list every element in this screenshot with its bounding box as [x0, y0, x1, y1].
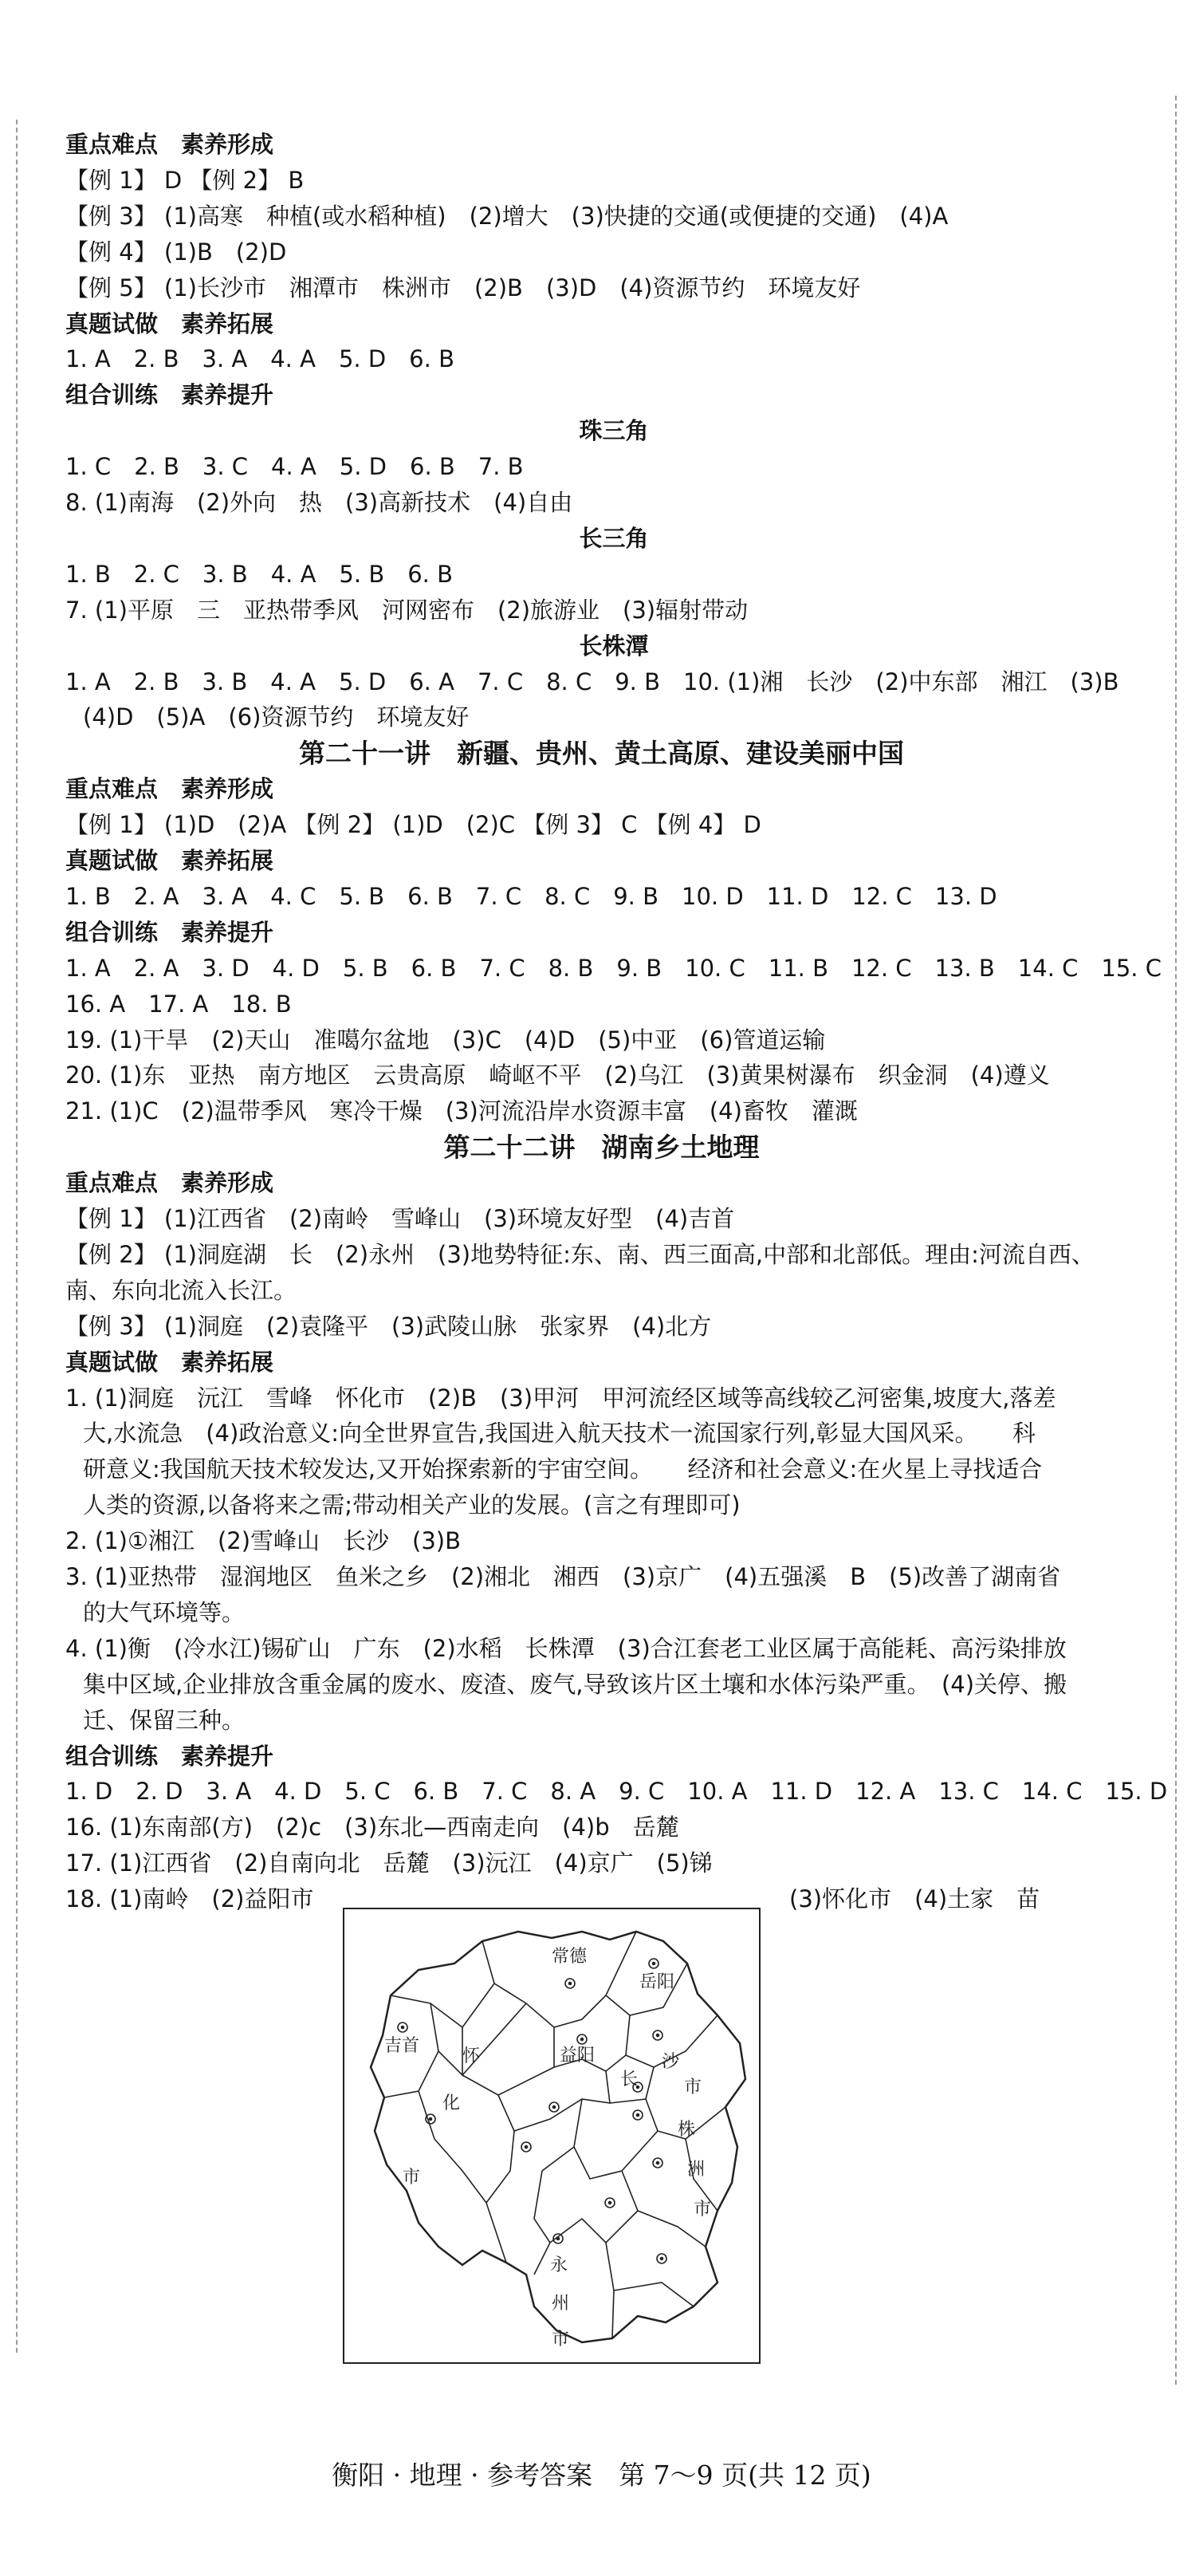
answer-line: 1. D 2. D 3. A 4. D 5. C 6. B 7. C 8. A 9. C 10. A 11. D 12. A 13. C 14. C 15. D [65, 1778, 1168, 1805]
answer-line: 迁、保留三种。 [83, 1707, 246, 1734]
answer-line: 16. A 17. A 18. B [65, 991, 292, 1018]
map-label-huai: 怀 [462, 2046, 481, 2066]
answer-line: 16. (1)东南部(方) (2)c (3)东北—西南走向 (4)b 岳麓 [65, 1814, 679, 1841]
answer-line: 集中区域,企业排放含重金属的废水、废渣、废气,导致该片区土壤和水体污染严重。 (4)关停、搬 [83, 1671, 1067, 1698]
answer-line: 研意义:我国航天技术较发达,又开始探索新的宇宙空间。 经济和社会意义:在火星上寻找适合 [83, 1455, 1043, 1483]
answer-line: 【例 3】 (1)洞庭 (2)袁隆平 (3)武陵山脉 张家界 (4)北方 [65, 1313, 712, 1340]
section-heading: 真题试做 素养拓展 [65, 847, 274, 874]
map-label-shi-huaihua: 市 [403, 2168, 421, 2188]
answer-line: 1. B 2. C 3. B 4. A 5. B 6. B [65, 561, 453, 588]
map-label-yueyang: 岳阳 [639, 1972, 675, 1992]
q18-right-answers: (3)怀化市 (4)土家 苗 [789, 1885, 1040, 1912]
answer-line: 【例 1】 (1)江西省 (2)南岭 雪峰山 (3)环境友好型 (4)吉首 [65, 1205, 735, 1232]
section-heading: 组合训练 素养提升 [65, 1743, 274, 1770]
section-heading: 组合训练 素养提升 [65, 919, 274, 946]
answer-line: 1. A 2. A 3. D 4. D 5. B 6. B 7. C 8. B 9. B 10. C 11. B 12. C 13. B 14. C 15. C [65, 955, 1162, 982]
map-label-sha: 沙 [662, 2052, 680, 2072]
answer-line: 1. B 2. A 3. A 4. C 5. B 6. B 7. C 8. C 9. B 10. D 11. D 12. C 13. D [65, 883, 997, 910]
answer-line: 4. (1)衡 (冷水江)锡矿山 广东 (2)水稻 长株潭 (3)合江套老工业区属于高能耗、高污染排放 [65, 1635, 1067, 1662]
section-heading: 组合训练 素养提升 [65, 381, 274, 408]
answer-line: 7. (1)平原 三 亚热带季风 河网密布 (2)旅游业 (3)辐射带动 [65, 597, 749, 624]
map-label-changde: 常德 [552, 1947, 588, 1967]
answer-line: 2. (1)①湘江 (2)雪峰山 长沙 (3)B [65, 1527, 462, 1554]
section-subtitle: 长株潭 [579, 632, 649, 660]
answer-line: 8. (1)南海 (2)外向 热 (3)高新技术 (4)自由 [65, 489, 573, 516]
map-label-zhou: 洲 [687, 2160, 706, 2180]
map-label-shi-yongzhou: 市 [552, 2330, 570, 2350]
answer-line: 18. (1)南岭 (2)益阳市 [65, 1885, 314, 1912]
answer-line: 【例 5】 (1)长沙市 湘潭市 株洲市 (2)B (3)D (4)资源节约 环境友好 [65, 274, 861, 301]
answer-line: 【例 1】 D 【例 2】 B [65, 167, 305, 194]
page-footer: 衡阳 · 地理 · 参考答案 第 7～9 页(共 12 页) [332, 2460, 871, 2491]
map-label-shi-changsha: 市 [684, 2078, 702, 2097]
answer-line: 3. (1)亚热带 湿润地区 鱼米之乡 (2)湘北 湘西 (3)京广 (4)五强溪 B (5)改善了湖南省 [65, 1563, 1061, 1590]
map-label-zhu: 株 [678, 2120, 696, 2140]
hunan-map [343, 1908, 761, 2364]
map-label-yong: 永 [550, 2255, 568, 2275]
section-heading: 真题试做 素养拓展 [65, 310, 274, 337]
map-label-shi-zhuzhou: 市 [694, 2200, 712, 2220]
answer-line: 17. (1)江西省 (2)自南向北 岳麓 (3)沅江 (4)京广 (5)锑 [65, 1849, 713, 1877]
section-subtitle: 珠三角 [579, 417, 649, 444]
answer-line: 20. (1)东 亚热 南方地区 云贵高原 崎岖不平 (2)乌江 (3)黄果树瀑布 织金洞 (4)遵义 [65, 1062, 1050, 1089]
map-label-yiyang: 益阳 [560, 2046, 596, 2066]
section-heading: 真题试做 素养拓展 [65, 1349, 274, 1376]
map-label-zhou-yongzhou: 州 [552, 2294, 570, 2314]
answer-line: 1. A 2. B 3. B 4. A 5. D 6. A 7. C 8. C 9. B 10. (1)湘 长沙 (2)中东部 湘江 (3)B [65, 668, 1119, 695]
answer-line: 【例 1】 (1)D (2)A 【例 2】 (1)D (2)C 【例 3】 C 【例 4】 D [65, 811, 761, 838]
map-label-chang: 长 [620, 2070, 639, 2090]
lecture-title: 第二十二讲 湖南乡土地理 [443, 1132, 760, 1163]
map-label-jishou: 吉首 [384, 2036, 420, 2056]
answer-line: 大,水流急 (4)政治意义:向全世界宣告,我国进入航天技术一流国家行列,彰显大国风采。 科 [83, 1420, 1036, 1447]
answer-line: 1. C 2. B 3. C 4. A 5. D 6. B 7. B [65, 453, 524, 480]
answer-line: 【例 4】 (1)B (2)D [65, 238, 287, 266]
answer-line: 19. (1)干旱 (2)天山 准噶尔盆地 (3)C (4)D (5)中亚 (6)管道运输 [65, 1026, 826, 1054]
section-heading: 重点难点 素养形成 [65, 1169, 274, 1196]
answer-line: 南、东向北流入长江。 [65, 1277, 297, 1304]
answer-line: 的大气环境等。 [83, 1599, 246, 1626]
answer-line: (4)D (5)A (6)资源节约 环境友好 [83, 703, 470, 731]
answer-line: 21. (1)C (2)温带季风 寒冷干燥 (3)河流沿岸水资源丰富 (4)畜牧 灌溉 [65, 1097, 858, 1125]
map-label-hua: 化 [442, 2093, 461, 2113]
section-heading: 重点难点 素养形成 [65, 131, 274, 158]
answer-line: 1. (1)洞庭 沅江 雪峰 怀化市 (2)B (3)甲河 甲河流经区域等高线较乙河密集,坡度大,落差 [65, 1385, 1056, 1412]
answer-line: 【例 3】 (1)高寒 种植(或水稻种植) (2)增大 (3)快捷的交通(或便捷的交通) (4)A [65, 203, 949, 230]
answer-line: 人类的资源,以备将来之需;带动相关产业的发展。(言之有理即可) [83, 1491, 741, 1518]
hunan-map-drawing [343, 1908, 761, 2364]
lecture-title: 第二十一讲 新疆、贵州、黄土高原、建设美丽中国 [299, 738, 904, 769]
answer-line: 1. A 2. B 3. A 4. A 5. D 6. B [65, 345, 454, 372]
left-margin-line [16, 120, 18, 2353]
answer-line: 【例 2】 (1)洞庭湖 长 (2)永州 (3)地势特征:东、南、西三面高,中部和北部低。理由:河流自西、 [65, 1241, 1095, 1268]
section-subtitle: 长三角 [579, 525, 649, 552]
section-heading: 重点难点 素养形成 [65, 775, 274, 802]
